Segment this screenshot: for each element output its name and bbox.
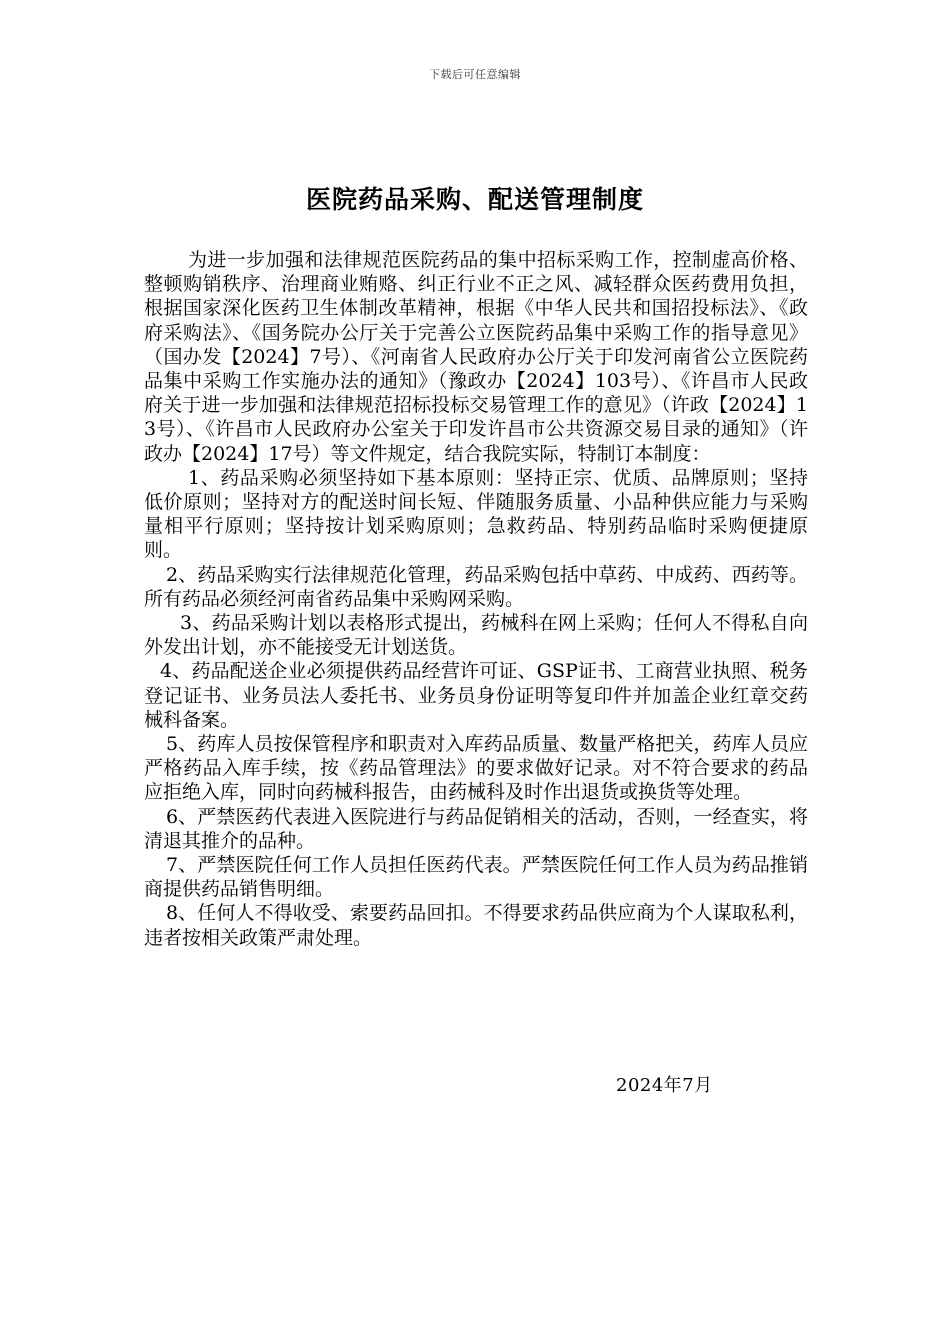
rule-item-7: 7、严禁医院任何工作人员担任医药代表。严禁医院任何工作人员为药品推销商提供药品销售明细。 xyxy=(144,854,808,901)
document-date: 2024年7月 xyxy=(616,1075,713,1096)
rule-item-1: 1、药品采购必须坚持如下基本原则：坚持正宗、优质、品牌原则；坚持低价原则；坚持对方的配送时间长短、伴随服务质量、小品种供应能力与采购量相平行原则；坚持按计划采购原则；急救药品、特别药品临时采购便捷原则。 xyxy=(144,466,808,562)
document-title: 医院药品采购、配送管理制度 xyxy=(305,185,644,214)
rule-item-5: 5、药库人员按保管程序和职责对入库药品质量、数量严格把关，药库人员应严格药品入库手续，按《药品管理法》的要求做好记录。对不符合要求的药品应拒绝入库，同时向药械科报告，由药械科及时作出退货或换货等处理。 xyxy=(144,733,808,804)
document-body xyxy=(144,248,808,950)
rule-item-2: 2、药品采购实行法律规范化管理，药品采购包括中草药、中成药、西药等。所有药品必须经河南省药品集中采购网采购。 xyxy=(144,563,808,610)
rule-item-3: 3、药品采购计划以表格形式提出，药械科在网上采购；任何人不得私自向外发出计划，亦不能接受无计划送货。 xyxy=(144,612,808,659)
header-note: 下载后可任意编辑 xyxy=(429,68,521,81)
rule-item-6: 6、严禁医药代表进入医院进行与药品促销相关的活动，否则，一经查实，将清退其推介的品种。 xyxy=(144,805,808,852)
rule-item-8: 8、任何人不得收受、索要药品回扣。不得要求药品供应商为个人谋取私利，违者按相关政策严肃处理。 xyxy=(144,902,808,949)
intro-paragraph: 为进一步加强和法律规范医院药品的集中招标采购工作，控制虚高价格、整顿购销秩序、治理商业贿赂、纠正行业不正之风、减轻群众医药费用负担，根据国家深化医药卫生体制改革精神，根据《中华人民共和国招投标法》、《政府采购法》、《国务院办公厅关于完善公立医院药品集中采购工作的指导意见》（国办发【2024】7号）、《河南省人民政府办公厅关于印发河南省公立医院药品集中采购工作实施办法的通知》（豫政办【2024】103号）、《许昌市人民政府关于进一步加强和法律规范招标投标交易管理工作的意见》（许政【2024】13号）、《许昌市人民政府办公室关于印发许昌市公共资源交易目录的通知》（许政办【2024】17号）等文件规定，结合我院实际，特制订本制度： xyxy=(144,249,808,465)
rule-item-4: 4、药品配送企业必须提供药品经营许可证、GSP证书、工商营业执照、税务登记证书、业务员法人委托书、业务员身份证明等复印件并加盖企业红章交药械科备案。 xyxy=(144,660,808,731)
